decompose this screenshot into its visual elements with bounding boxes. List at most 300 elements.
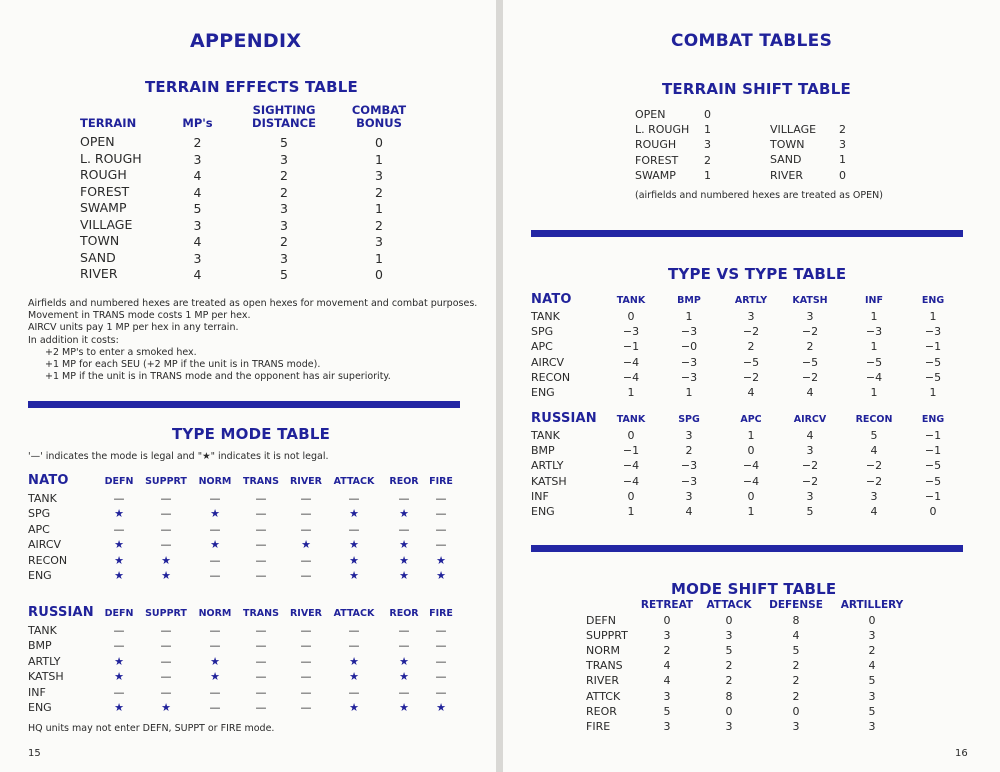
terrain-value: 2 <box>280 234 288 249</box>
mode-shift-value: 8 <box>792 614 800 627</box>
mode-label: DEFN <box>586 614 616 627</box>
star-icon: ★ <box>210 507 220 521</box>
terrain-name: TOWN <box>770 138 805 152</box>
dash-mark: — <box>113 492 125 505</box>
star-icon: ★ <box>161 569 171 582</box>
terrain-value: 1 <box>375 201 383 216</box>
terrain-value: 3 <box>193 217 202 233</box>
terrain-value: 3 <box>280 201 288 216</box>
matchup-value: −4 <box>622 459 640 473</box>
star-icon: ★ <box>349 701 359 714</box>
column-header: KATSH <box>792 295 828 306</box>
note-line: +2 MP's to enter a smoked hex. <box>45 346 197 358</box>
terrain-shift-value: 3 <box>839 138 846 152</box>
matchup-value: −2 <box>865 474 883 488</box>
matchup-value: −3 <box>680 474 698 488</box>
mode-shift-value: 2 <box>792 674 800 688</box>
matchup-value: 2 <box>747 340 755 354</box>
note-line: In addition it costs: <box>28 334 119 346</box>
mode-shift-value: 0 <box>663 614 671 627</box>
dash-mark: — <box>160 522 172 536</box>
matchup-value: 1 <box>929 310 937 323</box>
column-header: DEFN <box>104 476 134 487</box>
unit-label: AIRCV <box>28 538 62 552</box>
mode-shift-value: 3 <box>663 719 671 733</box>
dash-mark: — <box>209 639 221 653</box>
matchup-value: −3 <box>680 370 698 384</box>
terrain-shift-value: 1 <box>704 168 711 182</box>
star-icon: ★ <box>114 553 124 567</box>
column-header: INF <box>865 295 883 306</box>
unit-label: INF <box>28 685 46 699</box>
mode-shift-value: 0 <box>868 614 876 627</box>
page-number: 16 <box>955 748 968 759</box>
column-header: TANK <box>616 414 646 425</box>
matchup-value: 1 <box>870 340 878 354</box>
mode-label: TRANS <box>586 659 623 673</box>
matchup-value: 0 <box>929 505 937 518</box>
page-title: APPENDIX <box>190 30 302 52</box>
star-icon: ★ <box>399 701 409 714</box>
matchup-value: 4 <box>870 444 878 458</box>
unit-label: KATSH <box>531 474 567 488</box>
matchup-value: 0 <box>627 310 635 323</box>
terrain-value: 5 <box>280 135 288 150</box>
matchup-value: 1 <box>747 429 755 442</box>
dash-mark: — <box>398 639 410 653</box>
unit-label: APC <box>531 340 553 354</box>
section-label: NATO <box>28 473 69 488</box>
mode-shift-value: 3 <box>868 719 876 733</box>
star-icon: ★ <box>114 654 124 668</box>
mode-shift-value: 0 <box>792 704 800 718</box>
dash-mark: — <box>160 507 172 521</box>
terrain-shift-value: 2 <box>704 153 711 167</box>
star-icon: ★ <box>399 553 409 567</box>
matchup-value: −2 <box>742 370 760 384</box>
matchup-value: 4 <box>870 505 878 518</box>
dash-mark: — <box>435 492 447 505</box>
terrain-name: FOREST <box>80 183 130 199</box>
column-header: TRANS <box>243 608 279 619</box>
matchup-value: −4 <box>622 370 640 384</box>
matchup-value: 3 <box>806 489 814 503</box>
matchup-value: 5 <box>806 505 814 518</box>
dash-mark: — <box>209 553 221 567</box>
column-header: FIRE <box>429 608 453 619</box>
mode-shift-value: 4 <box>663 659 671 673</box>
type-vs-type-title: TYPE VS TYPE TABLE <box>668 265 847 283</box>
terrain-value: 2 <box>375 217 383 233</box>
dash-mark: — <box>160 685 172 699</box>
dash-mark: — <box>300 654 312 668</box>
mode-shift-value: 5 <box>792 644 800 658</box>
unit-label: ENG <box>531 505 555 518</box>
dash-mark: — <box>348 624 360 637</box>
col-header-sighting: SIGHTING DISTANCE <box>252 103 316 130</box>
terrain-shift-note: (airfields and numbered hexes are treated as OPEN) <box>635 190 883 201</box>
star-icon: ★ <box>399 654 409 668</box>
section-label: RUSSIAN <box>531 411 597 426</box>
terrain-value: 2 <box>375 184 383 200</box>
column-header: TANK <box>616 295 646 306</box>
matchup-value: −3 <box>680 355 698 369</box>
matchup-value: −3 <box>622 325 640 339</box>
star-icon: ★ <box>210 670 220 684</box>
star-icon: ★ <box>349 654 359 668</box>
dash-mark: — <box>255 639 267 653</box>
col-header-combat: COMBAT BONUS <box>351 103 407 130</box>
terrain-name: ROUGH <box>635 138 677 152</box>
star-icon: ★ <box>114 670 124 684</box>
terrain-value: 4 <box>193 267 202 282</box>
dash-mark: — <box>300 507 312 521</box>
mode-shift-value: 5 <box>725 644 733 658</box>
matchup-value: 1 <box>747 505 755 518</box>
mode-shift-value: 2 <box>725 659 733 673</box>
star-icon: ★ <box>349 553 359 567</box>
unit-label: SPG <box>28 507 51 521</box>
matchup-value: −1 <box>622 444 640 458</box>
mode-shift-title: MODE SHIFT TABLE <box>671 580 837 598</box>
matchup-value: 1 <box>685 386 693 399</box>
dash-mark: — <box>300 522 312 536</box>
mode-shift-value: 0 <box>725 704 733 718</box>
unit-label: BMP <box>28 639 52 653</box>
dash-mark: — <box>160 670 172 684</box>
matchup-value: −5 <box>924 355 942 369</box>
terrain-value: 0 <box>375 135 383 150</box>
star-icon: ★ <box>399 507 409 521</box>
dash-mark: — <box>160 538 172 552</box>
matchup-value: 4 <box>806 429 814 442</box>
terrain-name: FOREST <box>635 153 679 167</box>
right-page <box>503 0 1000 772</box>
star-icon: ★ <box>161 701 171 714</box>
dash-mark: — <box>435 522 447 536</box>
terrain-name: L. ROUGH <box>635 123 690 137</box>
column-header: ATTACK <box>333 476 375 487</box>
star-icon: ★ <box>349 507 359 521</box>
mode-shift-value: 5 <box>868 704 876 718</box>
dash-mark: — <box>435 639 447 653</box>
star-icon: ★ <box>349 569 359 582</box>
matchup-value: −3 <box>680 459 698 473</box>
unit-label: ENG <box>28 701 52 714</box>
star-icon: ★ <box>114 507 124 521</box>
star-icon: ★ <box>436 553 446 567</box>
terrain-name: SWAMP <box>635 168 676 182</box>
unit-label: RECON <box>28 553 68 567</box>
matchup-value: 1 <box>685 310 693 323</box>
dash-mark: — <box>255 685 267 699</box>
column-header: BMP <box>677 295 701 306</box>
dash-mark: — <box>398 685 410 699</box>
matchup-value: 5 <box>870 429 878 442</box>
mode-shift-value: 2 <box>868 644 876 658</box>
dash-mark: — <box>435 685 447 699</box>
dash-mark: — <box>300 701 312 714</box>
dash-mark: — <box>435 624 447 637</box>
column-header: DEFN <box>104 608 134 619</box>
column-header: RIVER <box>289 608 322 619</box>
matchup-value: −4 <box>742 474 760 488</box>
matchup-value: 1 <box>870 386 878 399</box>
dash-mark: — <box>348 522 360 536</box>
matchup-value: −2 <box>801 459 819 473</box>
terrain-value: 3 <box>280 217 288 233</box>
terrain-value: 4 <box>193 168 202 183</box>
matchup-value: 3 <box>806 310 814 323</box>
terrain-value: 4 <box>193 184 202 200</box>
star-icon: ★ <box>436 569 446 582</box>
dash-mark: — <box>435 507 447 521</box>
star-icon: ★ <box>399 538 409 552</box>
matchup-value: 0 <box>627 489 635 503</box>
terrain-shift-value: 0 <box>839 168 846 182</box>
mode-shift-value: 2 <box>792 659 800 673</box>
unit-label: TANK <box>28 624 57 637</box>
unit-label: ENG <box>531 386 555 399</box>
dash-mark: — <box>255 569 267 582</box>
terrain-value: 4 <box>193 234 202 249</box>
hq-footnote: HQ units may not enter DEFN, SUPPT or FIRE mode. <box>28 723 275 734</box>
terrain-value: 1 <box>375 250 383 266</box>
section-label: NATO <box>531 292 572 307</box>
mode-shift-value: 3 <box>792 719 800 733</box>
unit-label: INF <box>531 489 549 503</box>
terrain-name: SAND <box>80 249 116 265</box>
unit-label: APC <box>28 522 50 536</box>
column-header: RIVER <box>289 476 322 487</box>
matchup-value: −5 <box>801 355 819 369</box>
matchup-value: −1 <box>622 340 640 354</box>
terrain-value: 0 <box>375 267 383 282</box>
terrain-value: 3 <box>280 250 288 266</box>
terrain-value: 3 <box>193 250 202 266</box>
column-header: REOR <box>389 476 419 487</box>
terrain-shift-value: 0 <box>704 108 711 121</box>
terrain-value: 1 <box>375 151 383 167</box>
matchup-value: −2 <box>801 474 819 488</box>
terrain-value: 5 <box>280 267 288 282</box>
terrain-effects-title: TERRAIN EFFECTS TABLE <box>145 78 358 96</box>
divider-bar <box>531 230 963 237</box>
matchup-value: −2 <box>801 370 819 384</box>
matchup-value: −3 <box>865 325 883 339</box>
dash-mark: — <box>113 624 125 637</box>
terrain-shift-title: TERRAIN SHIFT TABLE <box>662 80 851 98</box>
unit-label: SPG <box>531 325 554 339</box>
dash-mark: — <box>209 685 221 699</box>
matchup-value: −3 <box>680 325 698 339</box>
unit-label: TANK <box>531 310 560 323</box>
dash-mark: — <box>113 522 125 536</box>
dash-mark: — <box>300 670 312 684</box>
mode-shift-value: 8 <box>725 689 733 703</box>
column-header: ATTACK <box>706 599 752 611</box>
dash-mark: — <box>255 701 267 714</box>
dash-mark: — <box>160 654 172 668</box>
page-title: COMBAT TABLES <box>671 31 833 51</box>
dash-mark: — <box>160 639 172 653</box>
dash-mark: — <box>255 553 267 567</box>
matchup-value: 2 <box>685 444 693 458</box>
dash-mark: — <box>300 624 312 637</box>
matchup-value: 2 <box>806 340 814 354</box>
dash-mark: — <box>255 538 267 552</box>
unit-label: BMP <box>531 444 555 458</box>
col-header-terrain: TERRAIN <box>80 116 137 130</box>
terrain-name: RIVER <box>770 168 804 182</box>
star-icon: ★ <box>399 569 409 582</box>
terrain-shift-value: 1 <box>839 153 846 167</box>
unit-label: AIRCV <box>531 355 565 369</box>
column-header: ENG <box>921 295 945 306</box>
dash-mark: — <box>209 701 221 714</box>
column-header: SPG <box>678 414 700 425</box>
terrain-shift-value: 3 <box>704 138 711 152</box>
matchup-value: 4 <box>685 505 693 518</box>
matchup-value: −1 <box>924 489 942 503</box>
terrain-name: OPEN <box>635 108 666 121</box>
matchup-value: −2 <box>865 459 883 473</box>
unit-label: ARTLY <box>28 654 61 668</box>
matchup-value: 3 <box>747 310 755 323</box>
terrain-name: VILLAGE <box>770 123 817 136</box>
dash-mark: — <box>209 522 221 536</box>
column-header: APC <box>740 414 762 425</box>
dash-mark: — <box>255 507 267 521</box>
dash-mark: — <box>300 569 312 582</box>
column-header: REOR <box>389 608 419 619</box>
matchup-value: −1 <box>924 340 942 354</box>
matchup-value: 4 <box>747 386 755 399</box>
mode-shift-value: 3 <box>663 629 671 643</box>
matchup-value: 1 <box>627 386 635 399</box>
column-header: NORM <box>198 476 232 487</box>
terrain-shift-value: 2 <box>839 123 846 136</box>
matchup-value: −1 <box>924 429 942 442</box>
mode-shift-value: 3 <box>868 629 876 643</box>
matchup-value: −4 <box>622 355 640 369</box>
unit-label: ARTLY <box>531 459 564 473</box>
dash-mark: — <box>300 492 312 505</box>
terrain-name: ROUGH <box>80 167 127 182</box>
mode-shift-value: 4 <box>792 629 800 643</box>
terrain-name: VILLAGE <box>80 216 133 232</box>
unit-label: TANK <box>28 492 57 505</box>
matchup-value: 0 <box>747 489 755 503</box>
terrain-name: TOWN <box>80 233 120 248</box>
matchup-value: −4 <box>622 474 640 488</box>
star-icon: ★ <box>301 538 311 552</box>
star-icon: ★ <box>210 654 220 668</box>
column-header: RECON <box>855 414 893 425</box>
column-header: RETREAT <box>640 599 694 611</box>
dash-mark: — <box>255 522 267 536</box>
terrain-shift-value: 1 <box>704 123 711 137</box>
matchup-value: −5 <box>924 474 942 488</box>
matchup-value: 3 <box>685 429 693 442</box>
dash-mark: — <box>113 685 125 699</box>
mode-shift-value: 3 <box>725 719 733 733</box>
column-header: ARTILLERY <box>840 599 904 611</box>
dash-mark: — <box>160 624 172 637</box>
column-header: NORM <box>198 608 232 619</box>
matchup-value: 3 <box>806 444 814 458</box>
note-line: +1 MP if the unit is in TRANS mode and the opponent has air superiority. <box>45 371 391 383</box>
matchup-value: 0 <box>627 429 635 442</box>
star-icon: ★ <box>161 553 171 567</box>
dash-mark: — <box>209 492 221 505</box>
terrain-value: 2 <box>193 135 202 150</box>
mode-label: RIVER <box>586 674 620 688</box>
star-icon: ★ <box>114 538 124 552</box>
dash-mark: — <box>348 685 360 699</box>
matchup-value: −3 <box>924 325 942 339</box>
dash-mark: — <box>300 639 312 653</box>
star-icon: ★ <box>399 670 409 684</box>
column-header: ATTACK <box>333 608 375 619</box>
dash-mark: — <box>398 624 410 637</box>
column-header: TRANS <box>243 476 279 487</box>
note-line: +1 MP for each SEU (+2 MP if the unit is in TRANS mode). <box>45 359 321 370</box>
matchup-value: −5 <box>865 355 883 369</box>
column-header: SUPPRT <box>145 476 187 487</box>
column-header: AIRCV <box>793 414 827 425</box>
column-header: ENG <box>921 414 945 425</box>
terrain-value: 3 <box>193 151 202 167</box>
terrain-value: 3 <box>375 168 383 183</box>
star-icon: ★ <box>349 538 359 552</box>
dash-mark: — <box>255 492 267 505</box>
column-header: ARTLY <box>734 295 768 306</box>
type-mode-title: TYPE MODE TABLE <box>172 425 331 443</box>
star-icon: ★ <box>436 701 446 714</box>
terrain-value: 2 <box>280 168 288 183</box>
matchup-value: 4 <box>806 386 814 399</box>
mode-shift-value: 5 <box>663 704 671 718</box>
mode-shift-value: 2 <box>792 689 800 703</box>
unit-label: KATSH <box>28 670 64 684</box>
dash-mark: — <box>113 639 125 653</box>
page-number: 15 <box>28 748 41 759</box>
mode-shift-value: 4 <box>868 659 876 673</box>
matchup-value: −0 <box>680 340 698 354</box>
unit-label: RECON <box>531 370 571 384</box>
terrain-name: SAND <box>770 153 802 167</box>
matchup-value: −4 <box>865 370 883 384</box>
unit-label: TANK <box>531 429 560 442</box>
dash-mark: — <box>209 569 221 582</box>
dash-mark: — <box>300 685 312 699</box>
mode-shift-value: 3 <box>725 629 733 643</box>
terrain-name: OPEN <box>80 134 115 149</box>
matchup-value: −5 <box>924 459 942 473</box>
terrain-name: L. ROUGH <box>80 150 142 166</box>
note-line: Airfields and numbered hexes are treated as open hexes for movement and combat purposes. <box>28 298 478 309</box>
divider-bar <box>531 545 963 552</box>
matchup-value: −2 <box>801 325 819 339</box>
dash-mark: — <box>255 670 267 684</box>
matchup-value: 1 <box>870 310 878 323</box>
star-icon: ★ <box>349 670 359 684</box>
mode-label: SUPPRT <box>586 629 628 643</box>
dash-mark: — <box>255 654 267 668</box>
terrain-name: SWAMP <box>80 200 127 215</box>
dash-mark: — <box>398 492 410 505</box>
